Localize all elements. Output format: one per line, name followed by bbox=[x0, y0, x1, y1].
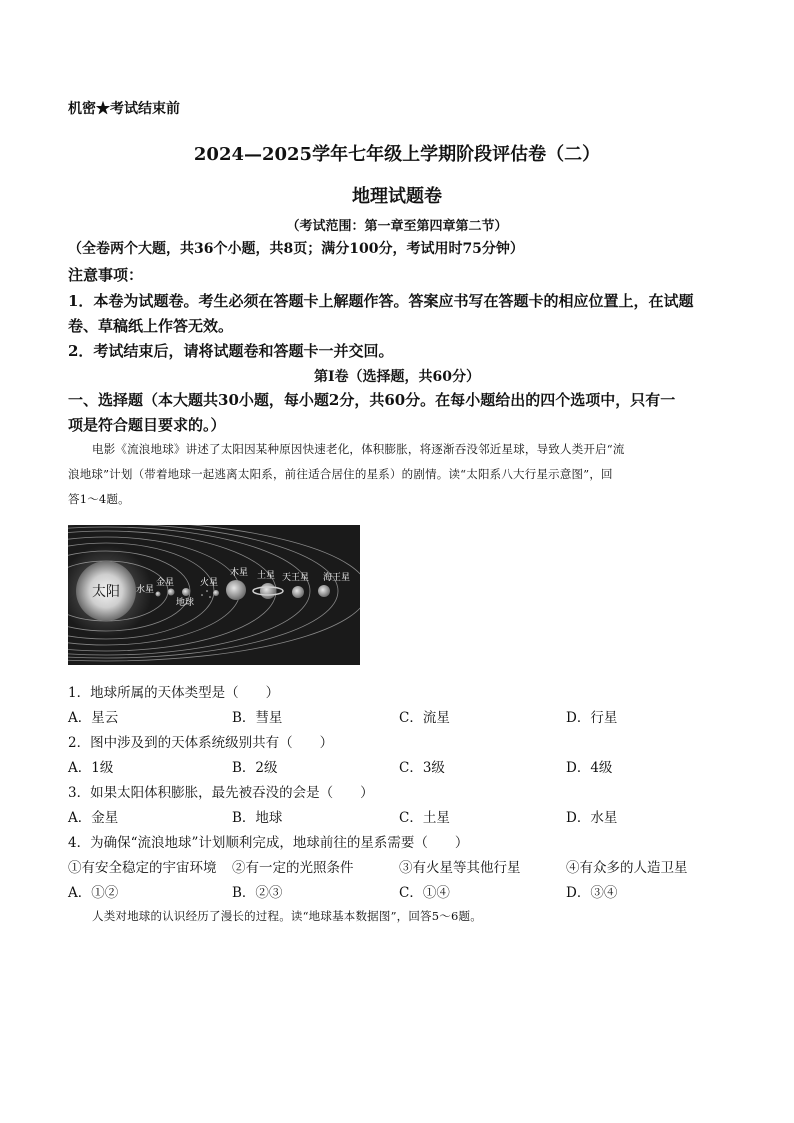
q4-choice-4: ④有众多的人造卫星 bbox=[566, 860, 688, 876]
question-2: 2．图中涉及到的天体系统级别共有（ ） bbox=[68, 735, 334, 751]
q4-choice-1: ①有安全稳定的宇宙环境 bbox=[68, 860, 217, 876]
passage2: 人类对地球的认识经历了漫长的过程。读“地球基本数据图”，回答5～6题。 bbox=[92, 909, 482, 923]
q3-option-c: C．土星 bbox=[399, 810, 450, 826]
earth bbox=[182, 588, 190, 596]
notes-heading: 注意事项： bbox=[68, 266, 144, 284]
q4-option-d: D．③④ bbox=[566, 885, 618, 901]
note-item-1-cont: 卷、草稿纸上作答无效。 bbox=[68, 317, 234, 335]
passage1-line2: 浪地球”计划（带着地球一起逃离太阳系，前往适合居住的星系）的剧情。读“太阳系八大行星示意图”，回 bbox=[68, 467, 613, 481]
q3-option-a: A．金星 bbox=[68, 810, 119, 826]
q4-option-b: B．②③ bbox=[232, 885, 283, 901]
solar-system-diagram bbox=[68, 525, 360, 665]
q4-choice-3: ③有火星等其他行星 bbox=[399, 860, 521, 876]
label-neptune: 海王星 bbox=[323, 573, 351, 583]
note-item-2: 2．考试结束后，请将试题卷和答题卡一并交回。 bbox=[68, 342, 394, 360]
q2-option-a: A．1级 bbox=[68, 760, 114, 776]
q4-choice-2: ②有一定的光照条件 bbox=[232, 860, 354, 876]
part1-heading: 第Ⅰ卷（选择题，共60分） bbox=[313, 369, 481, 385]
q2-option-d: D．4级 bbox=[566, 760, 613, 776]
uranus bbox=[292, 586, 304, 598]
mars bbox=[213, 590, 219, 596]
exam-scope: （考试范围：第一章至第四章第二节） bbox=[286, 219, 508, 234]
q2-option-c: C．3级 bbox=[399, 760, 445, 776]
section-heading: 一、选择题（本大题共30小题，每小题2分，共60分。在每小题给出的四个选项中，只有一 bbox=[68, 391, 676, 409]
q1-option-c: C．流星 bbox=[399, 710, 450, 726]
q4-option-c: C．①④ bbox=[399, 885, 450, 901]
q1-option-a: A．星云 bbox=[68, 710, 119, 726]
note-item-1: 1．本卷为试题卷。考生必须在答题卡上解题作答。答案应书写在答题卡的相应位置上，在试题 bbox=[68, 292, 694, 310]
q3-option-d: D．水星 bbox=[566, 810, 618, 826]
q1-option-b: B．彗星 bbox=[232, 710, 283, 726]
venus bbox=[168, 589, 175, 596]
label-uranus: 天王星 bbox=[282, 573, 310, 583]
label-jupiter: 木星 bbox=[230, 568, 249, 578]
question-3: 3．如果太阳体积膨胀，最先被吞没的会是（ ） bbox=[68, 785, 374, 801]
q1-option-d: D．行星 bbox=[566, 710, 618, 726]
jupiter bbox=[226, 580, 246, 600]
q4-option-a: A．①② bbox=[68, 885, 119, 901]
label-venus: 金星 bbox=[156, 578, 175, 588]
q2-option-b: B．2级 bbox=[232, 760, 278, 776]
exam-subtitle: 地理试题卷 bbox=[352, 186, 442, 207]
label-mercury: 水星 bbox=[136, 585, 155, 595]
label-earth: 地球 bbox=[176, 598, 195, 608]
label-saturn: 土星 bbox=[257, 571, 276, 581]
question-4: 4．为确保“流浪地球”计划顺利完成，地球前往的星系需要（ ） bbox=[68, 835, 469, 851]
q3-option-b: B．地球 bbox=[232, 810, 283, 826]
neptune bbox=[318, 585, 330, 597]
passage1-line3: 答1～4题。 bbox=[68, 492, 130, 506]
solar-system-figure bbox=[68, 525, 360, 665]
label-mars: 火星 bbox=[200, 578, 219, 588]
question-1: 1．地球所属的天体类型是（ ） bbox=[68, 685, 280, 701]
sun-label: 太阳 bbox=[92, 584, 120, 600]
passage1-line1: 电影《流浪地球》讲述了太阳因某种原因快速老化，体积膨胀，将逐渐吞没邻近星球，导致人类开启“流 bbox=[92, 442, 625, 456]
mercury bbox=[156, 592, 161, 597]
confidential-mark: 机密★考试结束前 bbox=[68, 101, 180, 117]
section-heading-cont: 项是符合题目要求的。） bbox=[68, 416, 226, 434]
exam-title: 2024—2025学年七年级上学期阶段评估卷（二） bbox=[193, 144, 601, 165]
exam-summary: （全卷两个大题，共36个小题，共8页；满分100分，考试用时75分钟） bbox=[68, 241, 524, 257]
